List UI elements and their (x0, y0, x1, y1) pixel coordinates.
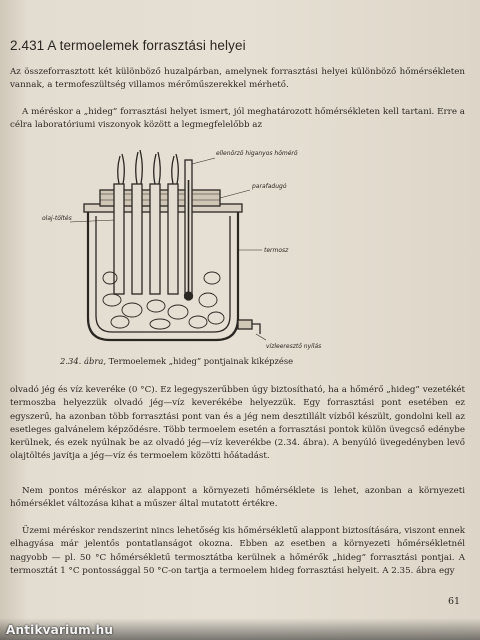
caption-text: Termoelemek „hideg” pontjainak kiképzése (108, 356, 294, 366)
paragraph-5: Üzemi méréskor rendszerint nincs lehetőség kis hőmérsékletű alappont biztosítására, viszont ennek elhagyása már jelentős pontatlanságot okozna. Ebben az esetben a környezeti hőmérsékletnél nagyobb — pl. 50 °C hőmérsékletű termosztátba kerülnek a hőmérők „hideg” forrasztási pontjai. A termosztát 1 °C pontossággal 50 °C-on tartja a termoelem hideg forrasztási helyeit. A 2.35. ábra egy (10, 526, 465, 576)
paragraph-2: A méréskor a „hideg” forrasztási helyet ismert, jól meghatározott hőmérsékleten kell tartani. Erre a célra laboratóriumi viszonyok között a legmegfelelőbb az (10, 107, 465, 131)
page-number: 61 (448, 596, 461, 607)
label-oil: olaj-töltés (42, 215, 72, 222)
label-drain: vízleeresztő nyílás (266, 343, 322, 350)
thermos-diagram (40, 150, 340, 360)
watermark-text: Antikvarium.hu (6, 623, 114, 637)
thermocouple-figure (40, 150, 340, 360)
paragraph-3: olvadó jég és víz keveréke (0 °C). Ez legegyszerűbben úgy biztosítható, ha a hőmérő „hideg” vezetékét termoszba helyezzük olvadó jég—víz keverékébe helyezzük. Egy forrasztási pont esetében ez egyszerű, ha azonban több forrasztási pont van és a jég nem desztillált vízből készült, gondolni kell az esetleges galvánelem képződésre. Több termoelem esetén a forrasztási pontok külön üvegcső edénybe kerülnek, és ezek nyúlnak be az olvadó jég—víz keverékbe (2.34. ábra). A benyúló üvegedényben levő olajtöltés javítja a jég—víz és termoelem közötti hőátadást. (10, 385, 465, 462)
label-thermos: termosz (264, 247, 289, 254)
figure-caption (60, 356, 380, 366)
paragraph-1: Az összeforrasztott két különböző huzalpárban, amelynek forrasztási helyei különböző hőmérsékleten vannak, a termofeszültség villamos mérőműszerekkel mérhető. (10, 67, 465, 91)
section-heading: 2.431 A termoelemek forrasztási helyei (10, 38, 246, 53)
watermark-bar (0, 618, 480, 640)
label-thermometer: ellenőrző higanyos hőmérő (216, 150, 298, 157)
label-paraffin: parafadugó (252, 183, 287, 190)
caption-number: 2.34. ábra, (60, 356, 106, 366)
paragraph-4: Nem pontos méréskor az alappont a környezeti hőmérséklete is lehet, azonban a környezeti hőmérséklet változása kihat a műszer által mutatott értékre. (10, 486, 465, 510)
